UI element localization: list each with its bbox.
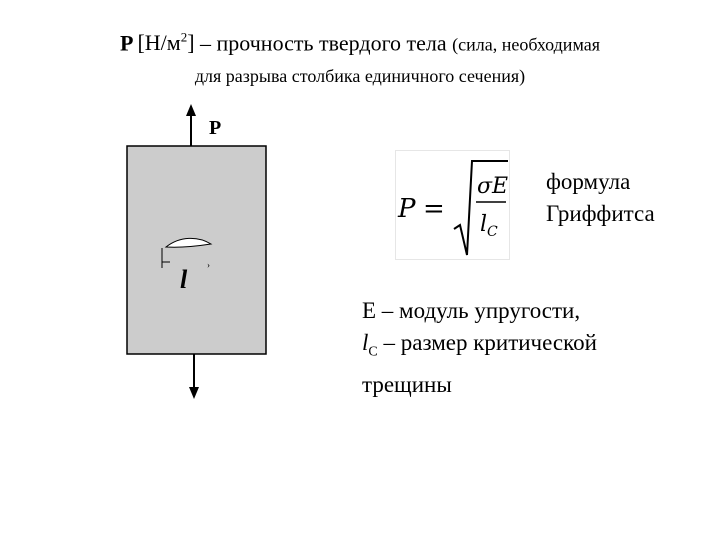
crack-dimension-mark: › xyxy=(207,260,210,270)
title-symbol: P xyxy=(120,30,134,56)
legend-line-2 xyxy=(362,327,597,369)
title-unit-open: [Н/м xyxy=(137,30,181,56)
solid-block xyxy=(127,146,266,354)
title-description: – прочность твердого тела xyxy=(194,30,453,56)
formula-denominator-base: l xyxy=(480,212,488,237)
title-unit-power: 2 xyxy=(180,30,188,45)
griffith-formula xyxy=(395,150,510,260)
formula-caption-line-2: Гриффитса xyxy=(546,201,655,226)
formula-denominator xyxy=(480,212,498,240)
formula-denominator-sub: C xyxy=(487,224,498,240)
formula-numerator: σE xyxy=(477,174,509,199)
bottom-force-arrow-head xyxy=(189,387,199,399)
legend-symbol-sub: C xyxy=(368,344,378,360)
title-paren-line-2: для разрыва столбика единичного сечения) xyxy=(194,66,526,86)
formula-lhs: P xyxy=(398,194,416,224)
legend-line-2-text: – размер критической xyxy=(377,330,597,355)
title-paren-line-1: (сила, необходимая xyxy=(452,34,600,55)
formula-image xyxy=(396,151,509,259)
formula-equals: = xyxy=(423,194,445,224)
formula-caption-line-1: формула xyxy=(546,169,631,194)
formula-caption xyxy=(546,166,655,230)
force-label: P xyxy=(209,117,222,139)
legend-line-3: трещины xyxy=(362,371,452,397)
crack-length-label: l xyxy=(180,265,188,294)
top-force-arrow-head xyxy=(186,104,196,116)
legend-line-1: E – модуль упругости, xyxy=(362,298,581,323)
title-unit-close: ] xyxy=(187,30,195,56)
symbol-legend xyxy=(362,295,597,401)
legend-symbol: l xyxy=(362,330,369,355)
